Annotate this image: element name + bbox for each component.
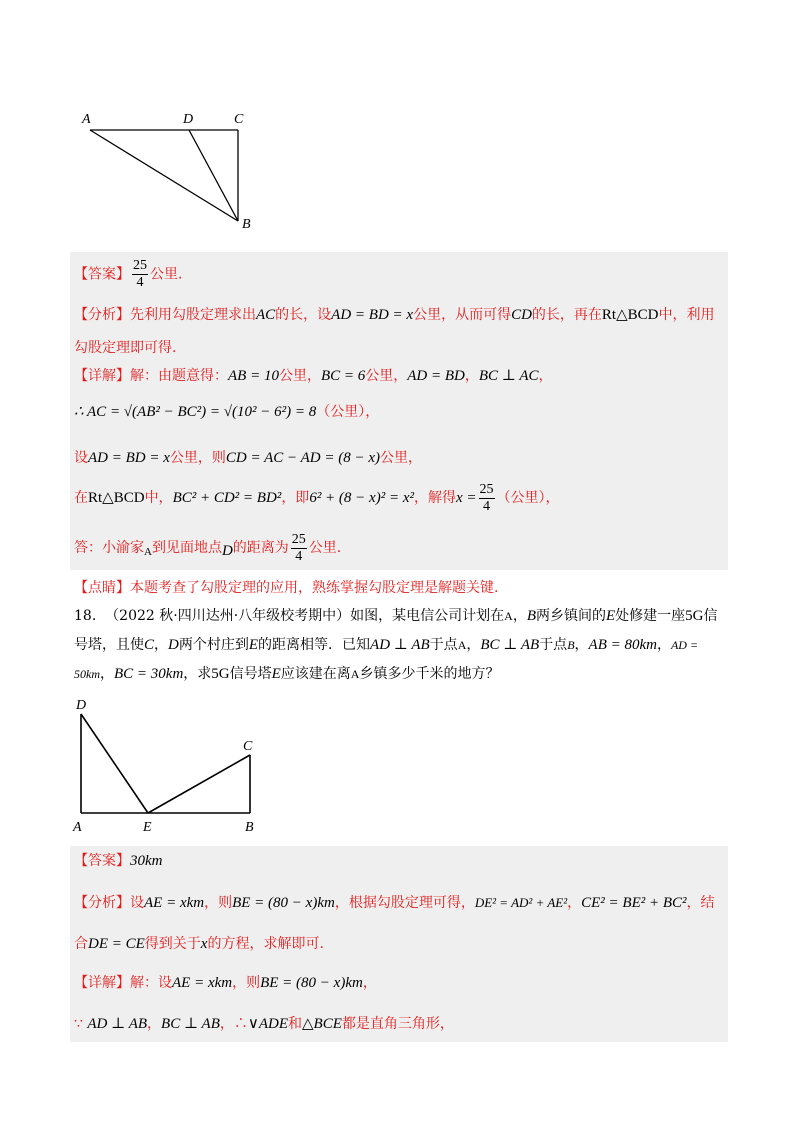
math: AD = 50km bbox=[74, 638, 699, 681]
math: AD = BD = x bbox=[331, 307, 414, 323]
math: AD ⊥ AB bbox=[87, 1016, 148, 1032]
math: D bbox=[168, 637, 179, 653]
detail-17-line1 bbox=[74, 366, 726, 386]
math: A bbox=[144, 546, 152, 558]
math: BC = 30km bbox=[114, 666, 184, 682]
text: ，则 bbox=[232, 975, 261, 991]
text: ，∴ bbox=[219, 1016, 248, 1032]
math: A bbox=[350, 667, 360, 681]
math: CD = AC − AD = (8 − x) bbox=[225, 450, 381, 466]
answer-unit: 公里. bbox=[150, 266, 183, 283]
text: 的方程，求解即可. bbox=[207, 936, 324, 952]
text: 合 bbox=[74, 936, 88, 952]
text: 两乡镇间的 bbox=[536, 608, 606, 624]
analysis-18-line2 bbox=[74, 934, 726, 954]
problem-source: （2022 秋·四川达州·八年级校考期中） bbox=[105, 608, 351, 624]
math: AC bbox=[256, 307, 276, 323]
segment-de bbox=[81, 714, 148, 813]
text: 公里，从而可得 bbox=[413, 307, 512, 323]
segment-db bbox=[189, 130, 238, 221]
math: BC² + CD² = BD² bbox=[172, 490, 282, 506]
text: 在 bbox=[74, 490, 88, 506]
text: 两个村庄到 bbox=[178, 637, 249, 653]
math: AB = 80km bbox=[588, 637, 657, 653]
text: 如图，某电信公司计划在 bbox=[350, 608, 505, 624]
label-d: D bbox=[76, 698, 87, 713]
text: 解：由题意得： bbox=[130, 368, 228, 384]
text: ， bbox=[656, 637, 671, 653]
label-a: A bbox=[82, 112, 91, 127]
text: 解：设 bbox=[130, 975, 172, 991]
answer-18 bbox=[74, 851, 726, 871]
text: ， bbox=[574, 637, 589, 653]
label-a: A bbox=[73, 820, 82, 835]
text: 设 bbox=[74, 450, 88, 466]
math: BC = 6 bbox=[320, 368, 366, 384]
math: CE² = BE² + BC² bbox=[581, 895, 687, 911]
label-e: E bbox=[143, 820, 152, 835]
text: ， bbox=[154, 637, 169, 653]
text: 的长，设 bbox=[275, 307, 332, 323]
text: 的距离为 bbox=[232, 540, 289, 556]
math: AD = BD bbox=[407, 368, 465, 384]
text: 于点 bbox=[539, 637, 568, 653]
text: 都是直角三角形， bbox=[341, 1016, 454, 1032]
math: AE = xkm bbox=[172, 975, 233, 991]
figure-triangle-adcb bbox=[76, 104, 266, 234]
detail-18-line1 bbox=[74, 973, 726, 993]
text: ，根据勾股定理可得， bbox=[334, 895, 475, 911]
analysis-tag: 【分析】 bbox=[74, 307, 130, 323]
segment-ec bbox=[148, 755, 250, 813]
label-c: C bbox=[243, 739, 253, 754]
math: E bbox=[271, 666, 281, 682]
math: 5G bbox=[685, 608, 704, 624]
text: ， bbox=[538, 368, 553, 384]
math: BC ⊥ AB bbox=[161, 1016, 220, 1032]
text: ，解得 bbox=[413, 490, 456, 506]
text: （公里）， bbox=[316, 404, 380, 420]
math: D bbox=[221, 543, 233, 559]
text: ∵ bbox=[74, 1016, 83, 1032]
math: B bbox=[567, 638, 575, 652]
answer-tag: 【答案】 bbox=[74, 266, 130, 283]
math: △BCE bbox=[302, 1016, 342, 1032]
analysis-tag: 【分析】 bbox=[74, 895, 130, 911]
math: CD bbox=[511, 307, 532, 323]
text: 中，利用 bbox=[658, 307, 715, 323]
text: 于点 bbox=[429, 637, 458, 653]
detail-17-line5 bbox=[74, 530, 726, 570]
text: ， bbox=[512, 608, 527, 624]
math: AB = 10 bbox=[228, 368, 279, 384]
math: E bbox=[248, 637, 259, 653]
math: 5G bbox=[211, 666, 230, 682]
text: ， bbox=[466, 637, 481, 653]
answer-tag: 【答案】 bbox=[74, 853, 130, 869]
math: AD ⊥ AB bbox=[370, 637, 430, 653]
text: 公里， bbox=[278, 368, 321, 384]
text: ， bbox=[362, 975, 377, 991]
detail-tag: 【详解】 bbox=[74, 368, 130, 384]
text: 到见面地点 bbox=[151, 540, 222, 556]
text: ， bbox=[147, 1016, 162, 1032]
math: A bbox=[457, 638, 467, 652]
math: x = bbox=[455, 490, 477, 506]
text: ， bbox=[567, 895, 582, 911]
text: ，则 bbox=[204, 895, 233, 911]
text: 和 bbox=[288, 1016, 302, 1032]
math: B bbox=[526, 608, 536, 624]
fraction: $\frac{25}{4}$ bbox=[479, 481, 494, 514]
text: 信号塔 bbox=[229, 666, 272, 682]
text: 本题考查了勾股定理的应用，熟练掌握勾股定理是解题关键. bbox=[130, 580, 499, 596]
text: 的距离相等．已知 bbox=[258, 637, 371, 653]
text: 答：小渝家 bbox=[74, 540, 144, 556]
point-17 bbox=[74, 578, 726, 598]
math: AE = xkm bbox=[144, 895, 205, 911]
text: 设 bbox=[130, 895, 144, 911]
math: ∴ AC = √(AB² − BC²) = √(10² − 6²) = 8 bbox=[74, 404, 317, 420]
text: 得到关于 bbox=[144, 936, 201, 952]
text: 公里，则 bbox=[169, 450, 226, 466]
text: （公里）， bbox=[496, 490, 560, 506]
detail-18-line2 bbox=[74, 1014, 726, 1034]
text: 处修建一座 bbox=[615, 608, 686, 624]
math: DE = CE bbox=[88, 936, 145, 952]
math: BE = (80 − x)km bbox=[260, 975, 363, 991]
text: 公里. bbox=[308, 540, 342, 556]
label-b: B bbox=[242, 217, 251, 232]
text: ，即 bbox=[281, 490, 310, 506]
text: ， bbox=[100, 666, 114, 682]
fraction: $\frac{25}{4}$ bbox=[291, 531, 306, 564]
text: ，结 bbox=[686, 895, 715, 911]
math: BC ⊥ AC bbox=[478, 368, 539, 384]
analysis-17-line1 bbox=[74, 305, 726, 325]
math: Rt△BCD bbox=[601, 307, 659, 323]
detail-tag: 【详解】 bbox=[74, 975, 130, 991]
math: AD = BD = x bbox=[88, 450, 170, 466]
math: ∨ADE bbox=[247, 1016, 288, 1032]
math: BE = (80 − x)km bbox=[232, 895, 335, 911]
text: 先利用勾股定理求出 bbox=[130, 307, 256, 323]
label-d: D bbox=[183, 112, 194, 127]
detail-17-line2 bbox=[74, 402, 726, 422]
label-c: C bbox=[234, 112, 244, 127]
text: 的长，再在 bbox=[531, 307, 602, 323]
figure-towers-daebc bbox=[70, 692, 270, 838]
text: 应该建在离 bbox=[280, 666, 351, 682]
text: 公里， bbox=[365, 368, 408, 384]
math: BC ⊥ AB bbox=[480, 637, 540, 653]
segment-ab bbox=[90, 130, 238, 221]
detail-17-line3 bbox=[74, 448, 726, 468]
point-tag: 【点睛】 bbox=[74, 580, 130, 596]
math: E bbox=[606, 608, 616, 624]
math: DE² = AD² + AE² bbox=[474, 895, 568, 910]
text: ， bbox=[464, 368, 479, 384]
answer-value: 30km bbox=[130, 853, 163, 869]
problem-number: 18. bbox=[74, 608, 97, 624]
math: Rt△BCD bbox=[88, 490, 145, 506]
text: 乡镇多少千米的地方？ bbox=[359, 666, 500, 682]
answer-fraction: $\frac{25}{4}$ bbox=[133, 258, 147, 290]
math: A bbox=[504, 609, 513, 623]
math: x bbox=[200, 936, 208, 952]
label-b: B bbox=[245, 820, 254, 835]
analysis-17-line2: 勾股定理即可得. bbox=[74, 340, 177, 356]
text: ，求 bbox=[183, 666, 212, 682]
text: 中， bbox=[144, 490, 173, 506]
text: 信号塔，且使 bbox=[74, 608, 718, 653]
math: C bbox=[144, 637, 155, 653]
answer-17 bbox=[74, 258, 726, 291]
problem-18 bbox=[74, 602, 728, 689]
detail-17-line4 bbox=[74, 480, 726, 516]
text: 公里， bbox=[380, 450, 423, 466]
math: 6² + (8 − x)² = x² bbox=[309, 490, 414, 506]
analysis-18-line1 bbox=[74, 893, 726, 913]
